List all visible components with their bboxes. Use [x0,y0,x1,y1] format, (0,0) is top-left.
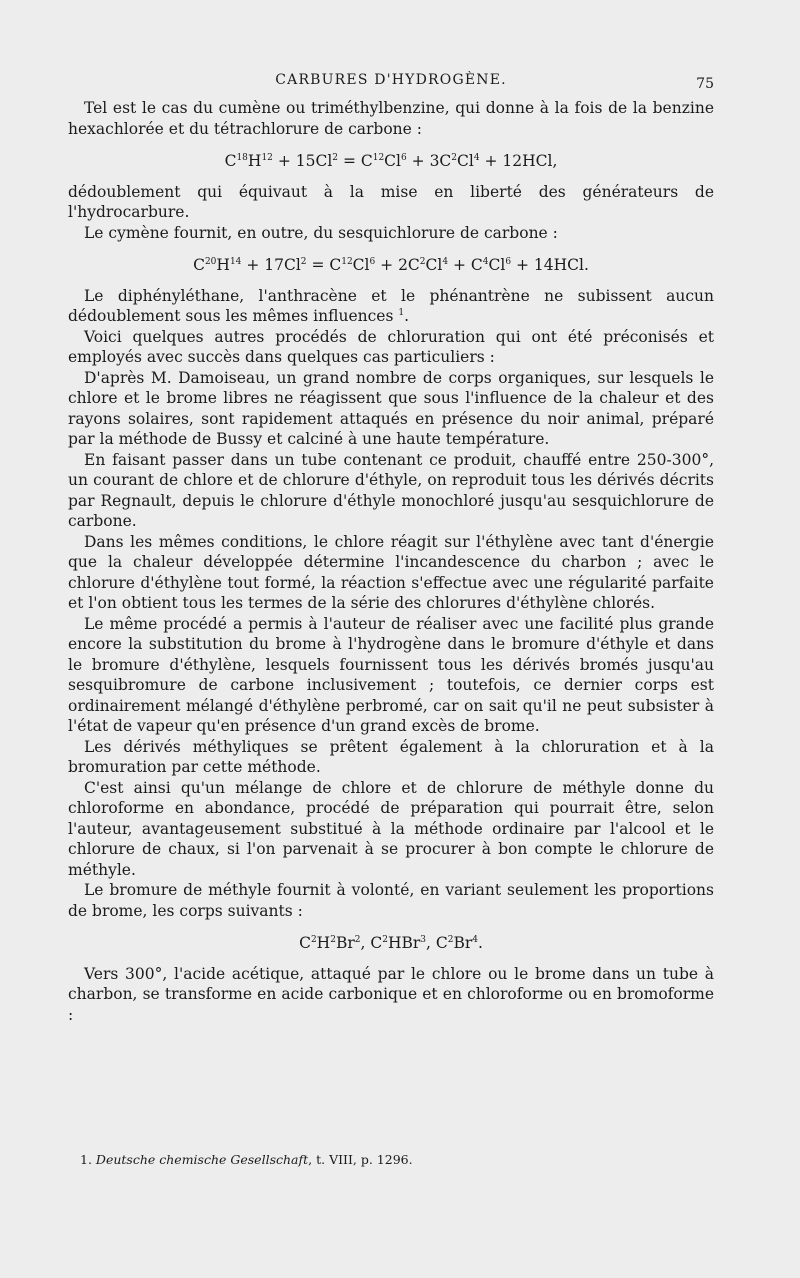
footnote-number: 1. [80,1152,92,1167]
running-title: CARBURES D'HYDROGÈNE. [275,72,507,88]
paragraph: Les dérivés méthyliques se prêtent également à la chloruration et à la bromuration par cette méthode. [68,737,714,776]
paragraph: Le diphényléthane, l'anthracène et le phénantrène ne subissent aucun dédoublement sous les mêmes influences $^1$. [68,286,714,325]
formula-cymene: $C^{20}H^{14} + 17Cl^2 = C^{12}Cl^6 + 2C^2Cl^4 + C^4Cl^6 + 14HCl$. [193,256,589,274]
paragraph: Le bromure de méthyle fournit à volonté, en variant seulement les proportions de brome, les corps suivants : [68,881,714,920]
paragraph: Le même procédé a permis à l'auteur de réaliser avec une facilité plus grande encore la substitution du brome à l'hydrogène dans le bromure d'éthyle et dans le bromure d'éthylène, lesquels fournissent tous les dérivés bromés jusqu'au sesquibromure de carbone inclusivement ; toutefois, ce dernier corps est ordinairement mélangé d'éthylène perbromé, car on sait qu'il ne peut subsister à l'état de vapeur qu'en présence d'un grand excès de brome. [68,614,714,735]
paragraph: dédoublement qui équivaut à la mise en liberté des générateurs de l'hydrocarbure. [68,182,714,221]
paragraph: C'est ainsi qu'un mélange de chlore et de chlorure de méthyle donne du chloroforme en abondance, procédé de préparation qui pourrait être, selon l'auteur, avantageusement substitué à la méthode ordinaire par l'alcool et le chlorure de chaux, si l'on parvenait à se procurer à bon compte le chlorure de méthyle. [68,778,714,879]
paragraph: Tel est le cas du cumène ou triméthylbenzine, qui donne à la fois de la benzine hexachlorée et du tétrachlorure de carbone : [68,99,714,138]
paragraph: Le cymène fournit, en outre, du sesquichlorure de carbone : [84,223,558,242]
paragraph: D'après M. Damoiseau, un grand nombre de corps organiques, sur lesquels le chlore et le brome libres ne réagissent que sous l'influence de la chaleur et des rayons solaires, sont rapidement attaqués en présence du noir animal, préparé par la méthode de Bussy et calciné à une haute température. [68,368,714,448]
page-number: 75 [696,76,714,92]
footnote [80,1152,714,1167]
formula-cumene: $C^{18}H^{12} + 15Cl^2 = C^{12}Cl^6 + 3C^2Cl^4 + 12HCl$, [224,152,558,170]
paragraph: Dans les mêmes conditions, le chlore réagit sur l'éthylène avec tant d'énergie que la chaleur développée détermine l'incandescence du charbon ; avec le chlorure d'éthylène tout formé, la réaction s'effectue avec une régularité parfaite et l'on obtient tous les termes de la série des chlorures d'éthylène chlorés. [68,532,714,612]
paragraph: Voici quelques autres procédés de chloruration qui ont été préconisés et employés avec succès dans quelques cas particuliers : [68,327,714,366]
footnote-ref-detail: , t. VIII, p. 1296. [308,1152,413,1167]
running-header [68,72,714,94]
paragraph-text: Le diphényléthane, l'anthracène et le phénantrène ne subissent aucun dédoublement sous les mêmes influences [68,286,714,325]
footnote-ref: 1 [398,307,405,318]
footnote-source: Deutsche chemische Gesellschaft [95,1152,309,1167]
paragraph: En faisant passer dans un tube contenant ce produit, chauffé entre 250-300°, un courant de chlore et de chlorure d'éthyle, on reproduit tous les dérivés décrits par Regnault, depuis le chlorure d'éthyle monochloré jusqu'au sesquichlorure de carbone. [68,450,714,530]
paragraph: Vers 300°, l'acide acétique, attaqué par le chlore ou le brome dans un tube à charbon, se transforme en acide carbonique et en chloroforme ou en bromoforme : [68,964,714,1024]
formula-bromides: $C^2H^2Br^2$, $C^2HBr^3$, $C^2Br^4$. [299,934,483,952]
main-text [68,98,714,1025]
